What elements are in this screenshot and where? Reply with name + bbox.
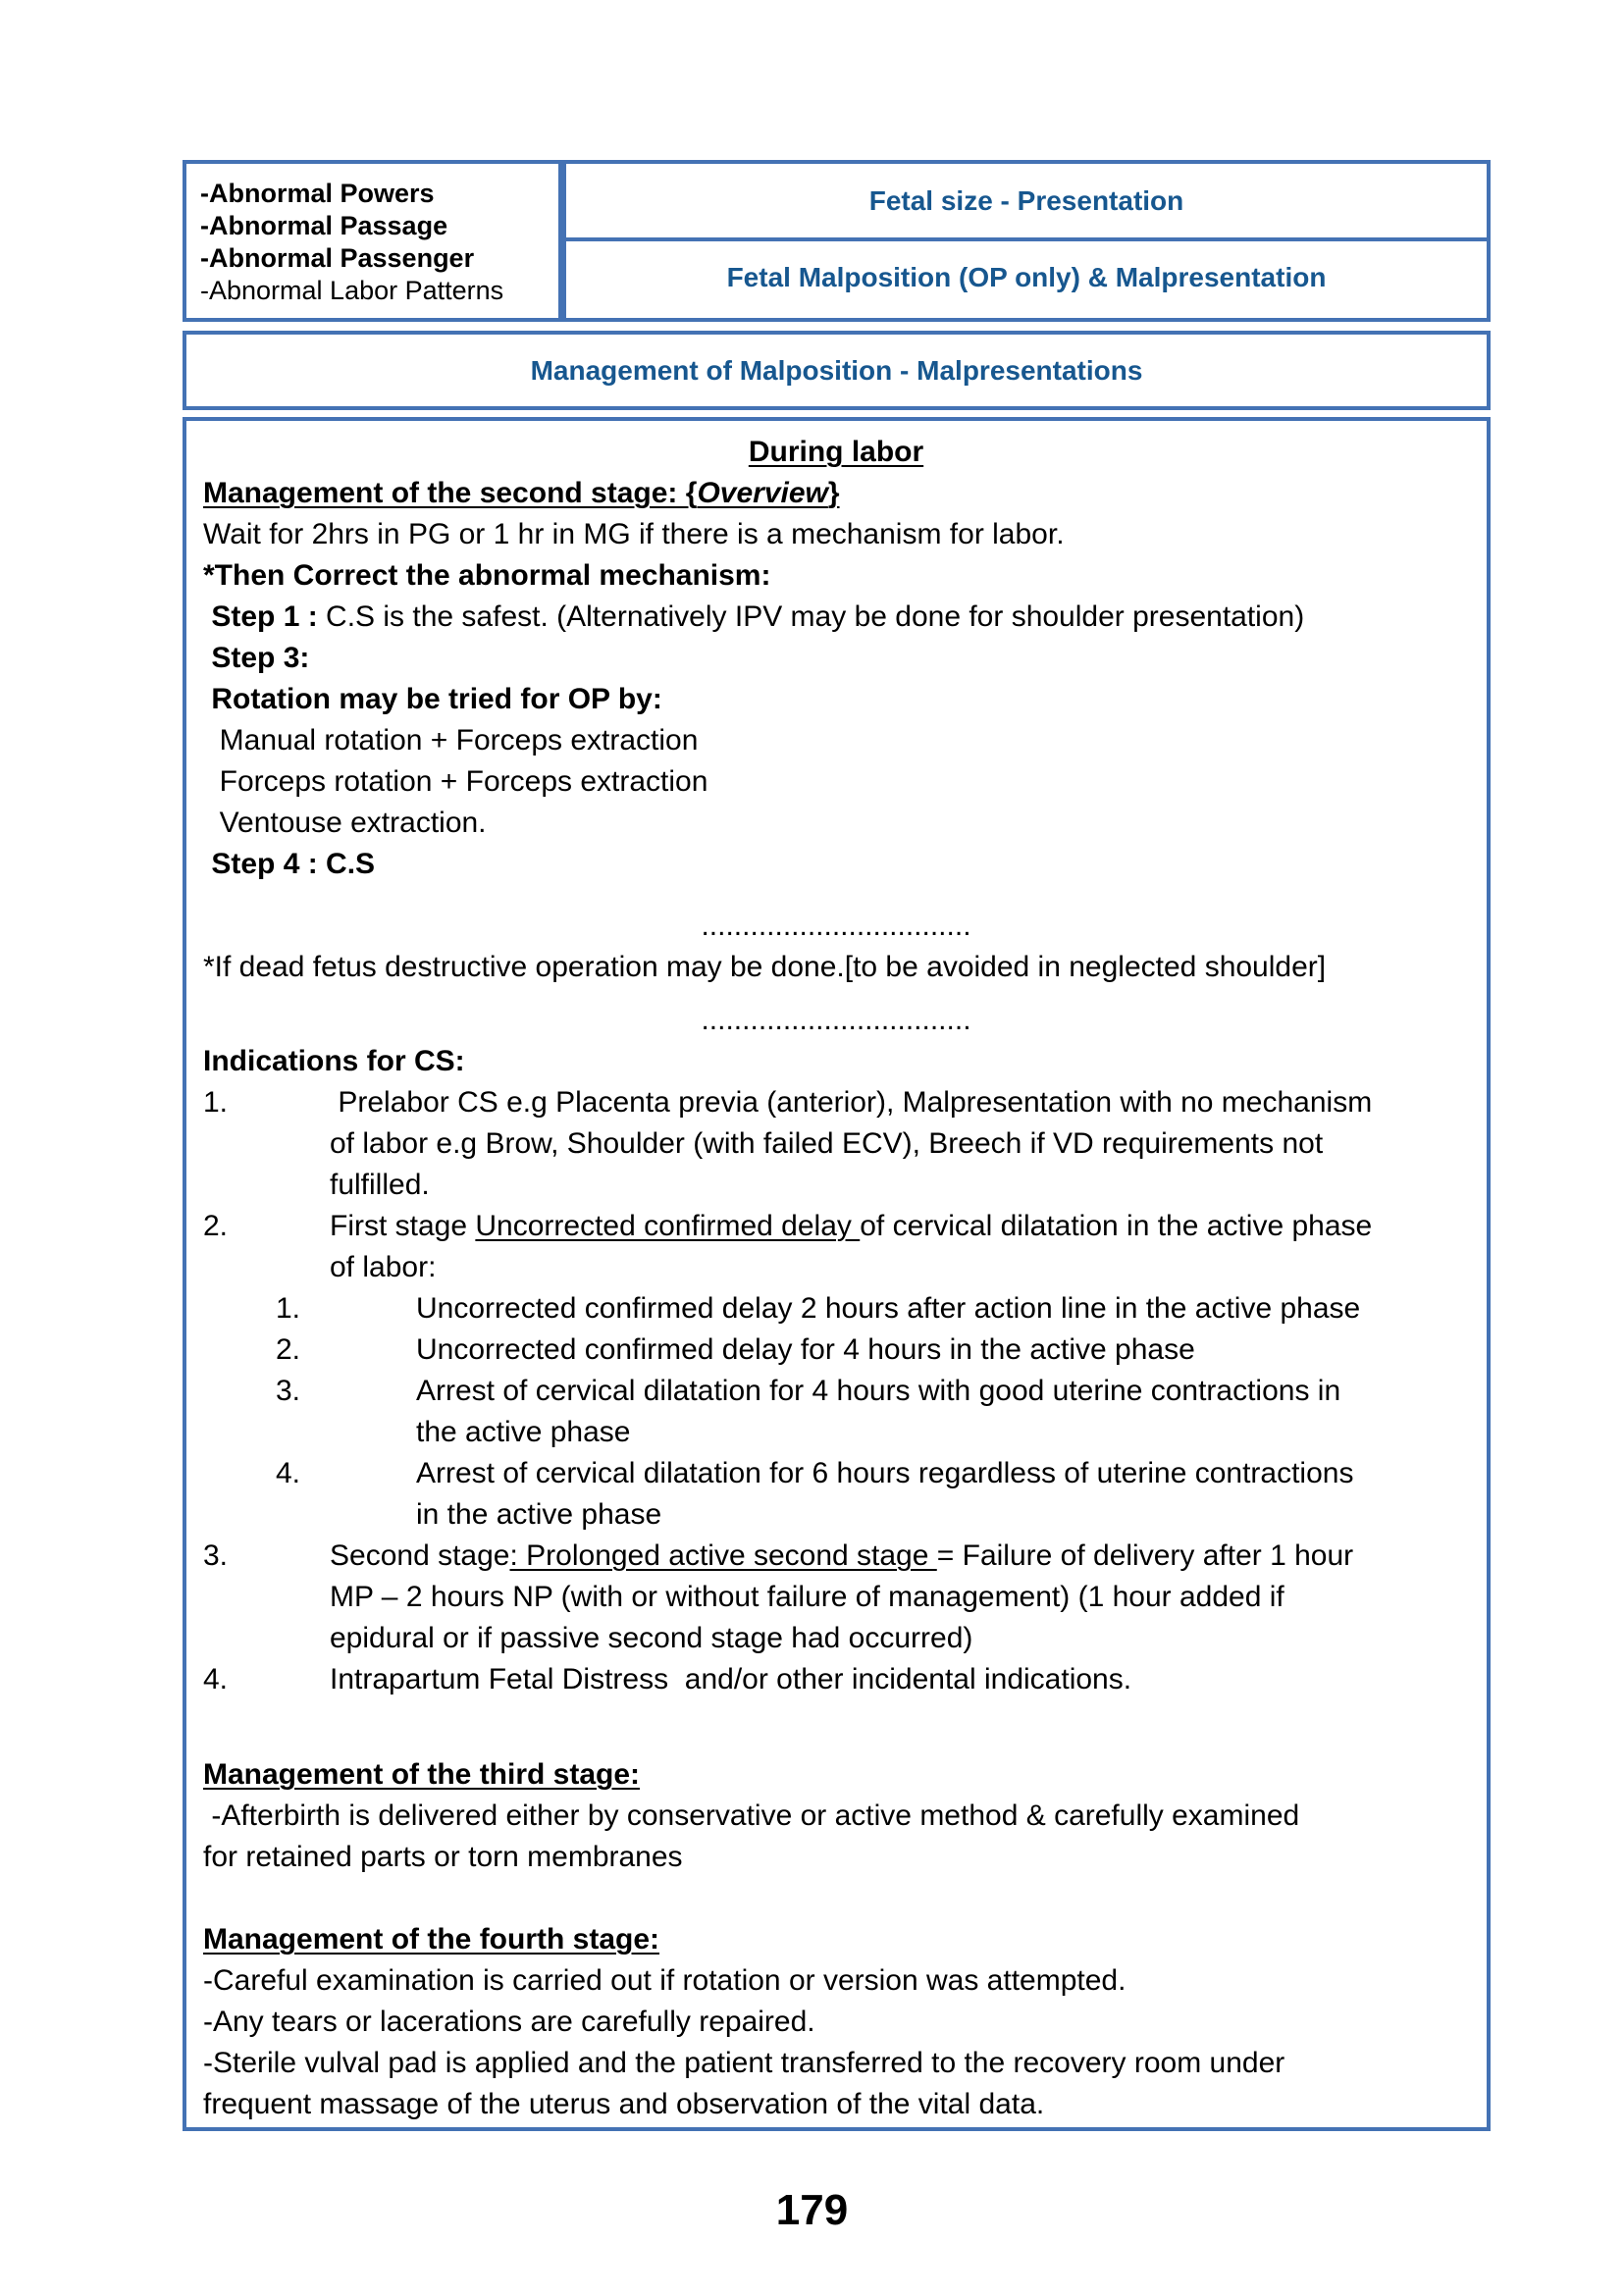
text-run: Indications for CS: bbox=[203, 1045, 465, 1077]
text-run: Step 1 : bbox=[203, 600, 327, 633]
text-line bbox=[203, 1754, 1469, 1796]
text-run: in the active phase bbox=[416, 1498, 662, 1531]
text-run: : Prolonged active second stage bbox=[509, 1539, 937, 1572]
text-line bbox=[203, 1329, 1469, 1371]
text-run: Step 3: bbox=[203, 642, 310, 674]
text-content bbox=[203, 518, 1065, 550]
text-run: ................................. bbox=[701, 910, 971, 942]
text-run: Uncorrected confirmed delay bbox=[475, 1210, 861, 1242]
text-content bbox=[203, 951, 1326, 983]
text-line bbox=[200, 178, 558, 210]
text-line bbox=[203, 1796, 1469, 1837]
text-line bbox=[203, 1536, 1469, 1577]
header-topics-lines bbox=[200, 178, 558, 307]
text-run: Uncorrected confirmed delay 2 hours after action line in the active phase bbox=[416, 1292, 1361, 1325]
text-content bbox=[203, 1964, 1126, 1997]
text-run: Rotation may be tried for OP by: bbox=[203, 683, 662, 715]
text-content bbox=[203, 848, 375, 880]
text-content bbox=[330, 1581, 1284, 1613]
text-content bbox=[203, 1923, 659, 1955]
text-content bbox=[330, 1622, 972, 1654]
text-run: Overview bbox=[697, 477, 828, 509]
text-run: Step 4 : C.S bbox=[203, 848, 376, 880]
text-run: of cervical dilatation in the active phase bbox=[860, 1210, 1373, 1242]
text-run: Management of the second stage: { bbox=[203, 477, 698, 509]
text-run: = Failure of delivery after 1 hour bbox=[936, 1539, 1354, 1572]
text-run: Management of the fourth stage: bbox=[203, 1923, 660, 1955]
text-run: Forceps rotation + Forceps extraction bbox=[203, 765, 708, 798]
text-run: Second stage bbox=[330, 1539, 510, 1572]
list-number: 1. bbox=[203, 1086, 229, 1119]
text-content bbox=[330, 1206, 1372, 1247]
text-run: Manual rotation + Forceps extraction bbox=[203, 724, 699, 756]
text-line bbox=[203, 1412, 1469, 1453]
text-line bbox=[200, 275, 558, 307]
text-run: Management of the third stage: bbox=[203, 1758, 641, 1791]
text-run: -Abnormal Passenger bbox=[200, 243, 475, 273]
text-line bbox=[203, 1288, 1469, 1329]
text-content bbox=[203, 1841, 683, 1873]
text-run: fulfilled. bbox=[330, 1169, 430, 1201]
text-line bbox=[203, 1453, 1469, 1494]
text-run: Intrapartum Fetal Distress and/or other incidental indications. bbox=[330, 1663, 1132, 1695]
text-line bbox=[203, 844, 1469, 885]
text-run: Prelabor CS e.g Placenta previa (anterior), Malpresentation with no mechanism bbox=[330, 1086, 1373, 1119]
text-line bbox=[203, 1494, 1469, 1536]
text-content bbox=[330, 1082, 1372, 1123]
main-content-box bbox=[183, 417, 1491, 2131]
list-number: 2. bbox=[276, 1333, 301, 1366]
text-line bbox=[203, 1247, 1469, 1288]
chapter-title: Fetal size - Presentation bbox=[868, 184, 1184, 216]
text-line bbox=[200, 242, 558, 275]
text-line bbox=[203, 1123, 1469, 1165]
text-content bbox=[330, 1127, 1323, 1160]
header-chapter-bottom-cell bbox=[566, 241, 1487, 314]
text-content bbox=[200, 179, 435, 208]
text-content bbox=[416, 1371, 1340, 1412]
text-line bbox=[203, 679, 1469, 720]
text-line bbox=[203, 1082, 1469, 1123]
text-line bbox=[203, 1206, 1469, 1247]
text-content bbox=[203, 683, 662, 715]
list-number: 4. bbox=[203, 1663, 229, 1695]
text-line bbox=[203, 473, 1469, 514]
text-line bbox=[203, 555, 1469, 597]
text-line bbox=[203, 2084, 1469, 2125]
text-run: of labor e.g Brow, Shoulder (with failed ECV), Breech if VD requirements not bbox=[330, 1127, 1324, 1160]
text-content bbox=[416, 1288, 1360, 1329]
text-run: Wait for 2hrs in PG or 1 hr in MG if there is a mechanism for labor. bbox=[203, 518, 1065, 550]
spacer bbox=[203, 988, 1469, 1000]
text-run: Ventouse extraction. bbox=[203, 807, 487, 839]
list-number: 2. bbox=[203, 1210, 229, 1242]
text-run: for retained parts or torn membranes bbox=[203, 1841, 683, 1873]
text-line bbox=[203, 720, 1469, 761]
text-content bbox=[200, 243, 474, 273]
text-content bbox=[203, 2088, 1044, 2120]
text-content bbox=[701, 910, 970, 942]
text-run: C.S is the safest. (Alternatively IPV may be done for shoulder presentation) bbox=[326, 600, 1305, 633]
text-run: *If dead fetus destructive operation may be done.[to be avoided in neglected shoulder] bbox=[203, 951, 1327, 983]
text-line bbox=[203, 1371, 1469, 1412]
list-number: 3. bbox=[276, 1375, 301, 1407]
text-line bbox=[203, 1659, 1469, 1700]
text-run: Arrest of cervical dilatation for 4 hours with good uterine contractions in bbox=[416, 1375, 1341, 1407]
text-line bbox=[203, 514, 1469, 555]
spacer bbox=[203, 1878, 1469, 1919]
text-content bbox=[203, 559, 770, 592]
text-content bbox=[416, 1416, 630, 1448]
text-run: -Any tears or lacerations are carefully repaired. bbox=[203, 2006, 815, 2038]
text-run: -Abnormal Passage bbox=[200, 211, 448, 240]
text-content bbox=[416, 1453, 1353, 1494]
text-content bbox=[203, 642, 309, 674]
text-content bbox=[749, 436, 923, 468]
text-line bbox=[203, 1165, 1469, 1206]
text-content bbox=[203, 600, 1304, 633]
text-run: -Sterile vulval pad is applied and the patient transferred to the recovery room under bbox=[203, 2047, 1285, 2079]
text-line bbox=[203, 2043, 1469, 2084]
text-run: -Afterbirth is delivered either by conservative or active method & carefully examined bbox=[203, 1799, 1300, 1832]
text-run: of labor: bbox=[330, 1251, 437, 1283]
text-run: MP – 2 hours NP (with or without failure of management) (1 hour added if bbox=[330, 1581, 1284, 1613]
text-line bbox=[203, 638, 1469, 679]
list-number: 3. bbox=[203, 1539, 229, 1572]
text-content bbox=[203, 477, 840, 509]
text-run: Uncorrected confirmed delay for 4 hours in the active phase bbox=[416, 1333, 1195, 1366]
text-line bbox=[200, 210, 558, 242]
text-line bbox=[203, 1618, 1469, 1659]
list-number: 4. bbox=[276, 1457, 301, 1489]
text-line bbox=[203, 2002, 1469, 2043]
text-run: ................................. bbox=[701, 1004, 971, 1036]
text-line bbox=[203, 761, 1469, 803]
text-run: frequent massage of the uterus and observation of the vital data. bbox=[203, 2088, 1045, 2120]
list-number: 1. bbox=[276, 1292, 301, 1325]
text-content bbox=[330, 1169, 430, 1201]
section-title-bar bbox=[183, 331, 1491, 410]
spacer bbox=[203, 885, 1469, 906]
text-line bbox=[203, 1837, 1469, 1878]
text-content bbox=[416, 1329, 1195, 1371]
text-content bbox=[203, 1045, 465, 1077]
text-content bbox=[416, 1498, 661, 1531]
text-run: } bbox=[827, 477, 840, 509]
text-content bbox=[330, 1536, 1353, 1577]
text-content bbox=[203, 2047, 1284, 2079]
text-run: *Then Correct the abnormal mechanism: bbox=[203, 559, 771, 592]
text-run: the active phase bbox=[416, 1416, 631, 1448]
spacer bbox=[203, 1700, 1469, 1754]
text-content bbox=[200, 211, 447, 240]
text-run: epidural or if passive second stage had occurred) bbox=[330, 1622, 973, 1654]
text-line bbox=[203, 597, 1469, 638]
text-content bbox=[203, 765, 707, 798]
text-run: First stage bbox=[330, 1210, 476, 1242]
text-run: -Abnormal Powers bbox=[200, 179, 435, 208]
text-content bbox=[203, 2006, 815, 2038]
text-content bbox=[330, 1659, 1131, 1700]
text-content bbox=[203, 1799, 1299, 1832]
header-topics-box bbox=[183, 160, 562, 322]
text-run: -Abnormal Labor Patterns bbox=[200, 276, 504, 305]
header-chapter-box bbox=[562, 160, 1491, 322]
text-content bbox=[203, 807, 487, 839]
text-line bbox=[203, 1577, 1469, 1618]
chapter-subtitle: Fetal Malposition (OP only) & Malpresentation bbox=[726, 262, 1327, 292]
text-run: During labor bbox=[748, 436, 924, 468]
text-content bbox=[200, 276, 503, 305]
text-line bbox=[203, 1041, 1469, 1082]
page-number: 179 bbox=[775, 2186, 849, 2234]
text-content bbox=[203, 1758, 640, 1791]
text-line bbox=[203, 803, 1469, 844]
text-content bbox=[203, 724, 698, 756]
main-content-text bbox=[203, 432, 1469, 2125]
text-line bbox=[203, 1000, 1469, 1041]
text-content bbox=[330, 1251, 436, 1283]
text-content bbox=[701, 1004, 970, 1036]
text-line bbox=[203, 1919, 1469, 1960]
header-chapter-top-cell bbox=[566, 164, 1487, 241]
text-run: -Careful examination is carried out if rotation or version was attempted. bbox=[203, 1964, 1126, 1997]
text-line bbox=[203, 1960, 1469, 2002]
text-run: Arrest of cervical dilatation for 6 hours regardless of uterine contractions bbox=[416, 1457, 1354, 1489]
text-line bbox=[203, 947, 1469, 988]
text-line bbox=[203, 432, 1469, 473]
text-line bbox=[203, 906, 1469, 947]
section-title: Management of Malposition - Malpresentations bbox=[530, 354, 1143, 386]
